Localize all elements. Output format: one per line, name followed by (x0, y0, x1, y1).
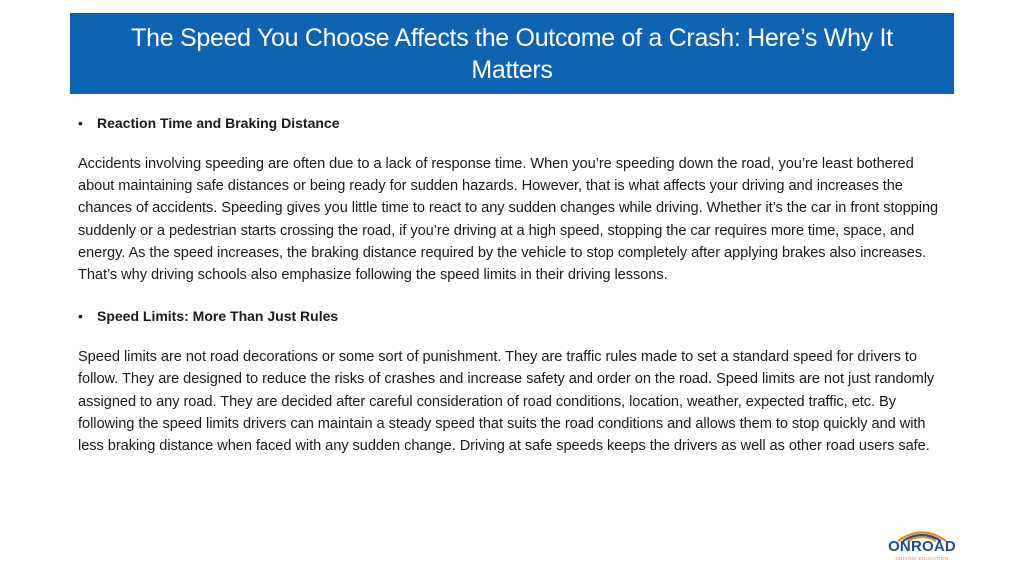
bullet-icon: • (78, 308, 83, 325)
section-heading-speed-limits (78, 305, 948, 327)
title-banner (70, 13, 954, 94)
logo-wordmark: ONROAD (888, 538, 956, 555)
bullet-icon: • (78, 115, 83, 131)
section-heading-label: Speed Limits: More Than Just Rules (97, 308, 339, 325)
section-body-reaction-time: Accidents involving speeding are often due to a lack of response time. When you’re speeding down the road, you’re least bothered about maintaining safe distances or being ready for sudden hazards. However, that is what affects your driving and increases the chances of accidents. Speeding gives you little time to react to any sudden changes while driving. Whether it’s the car in front stopping suddenly or a pedestrian starts crossing the road, if you’re driving at a high speed, stopping the car requires more time, space, and energy. As the speed increases, the braking distance required by the vehicle to stop completely after applying brakes also increases. That’s why driving schools also emphasize following the speed limits in their driving lessons. (78, 156, 939, 284)
slide-title: The Speed You Choose Affects the Outcome of a Crash: Here’s Why It Matters (131, 23, 893, 84)
section-heading-reaction-time (78, 112, 948, 134)
logo-tagline: DRIVING EDUCATION (895, 556, 949, 561)
section-heading-label: Reaction Time and Braking Distance (97, 115, 340, 131)
section-body-speed-limits: Speed limits are not road decorations or some sort of punishment. They are traffic rules made to set a standard speed for drivers to follow. They are designed to reduce the risks of crashes and increase safety and order on the road. Speed limits are not just randomly assigned to any road. They are decided after careful consideration of road conditions, location, weather, expected traffic, etc. By following the speed limits drivers can maintain a steady speed that suits the road conditions and allows them to stop quickly and with less braking distance when faced with any sudden change. Driving at safe speeds keeps the drivers as well as other road users safe. (78, 349, 935, 455)
slide-content (78, 112, 948, 457)
onroad-logo (884, 528, 960, 564)
